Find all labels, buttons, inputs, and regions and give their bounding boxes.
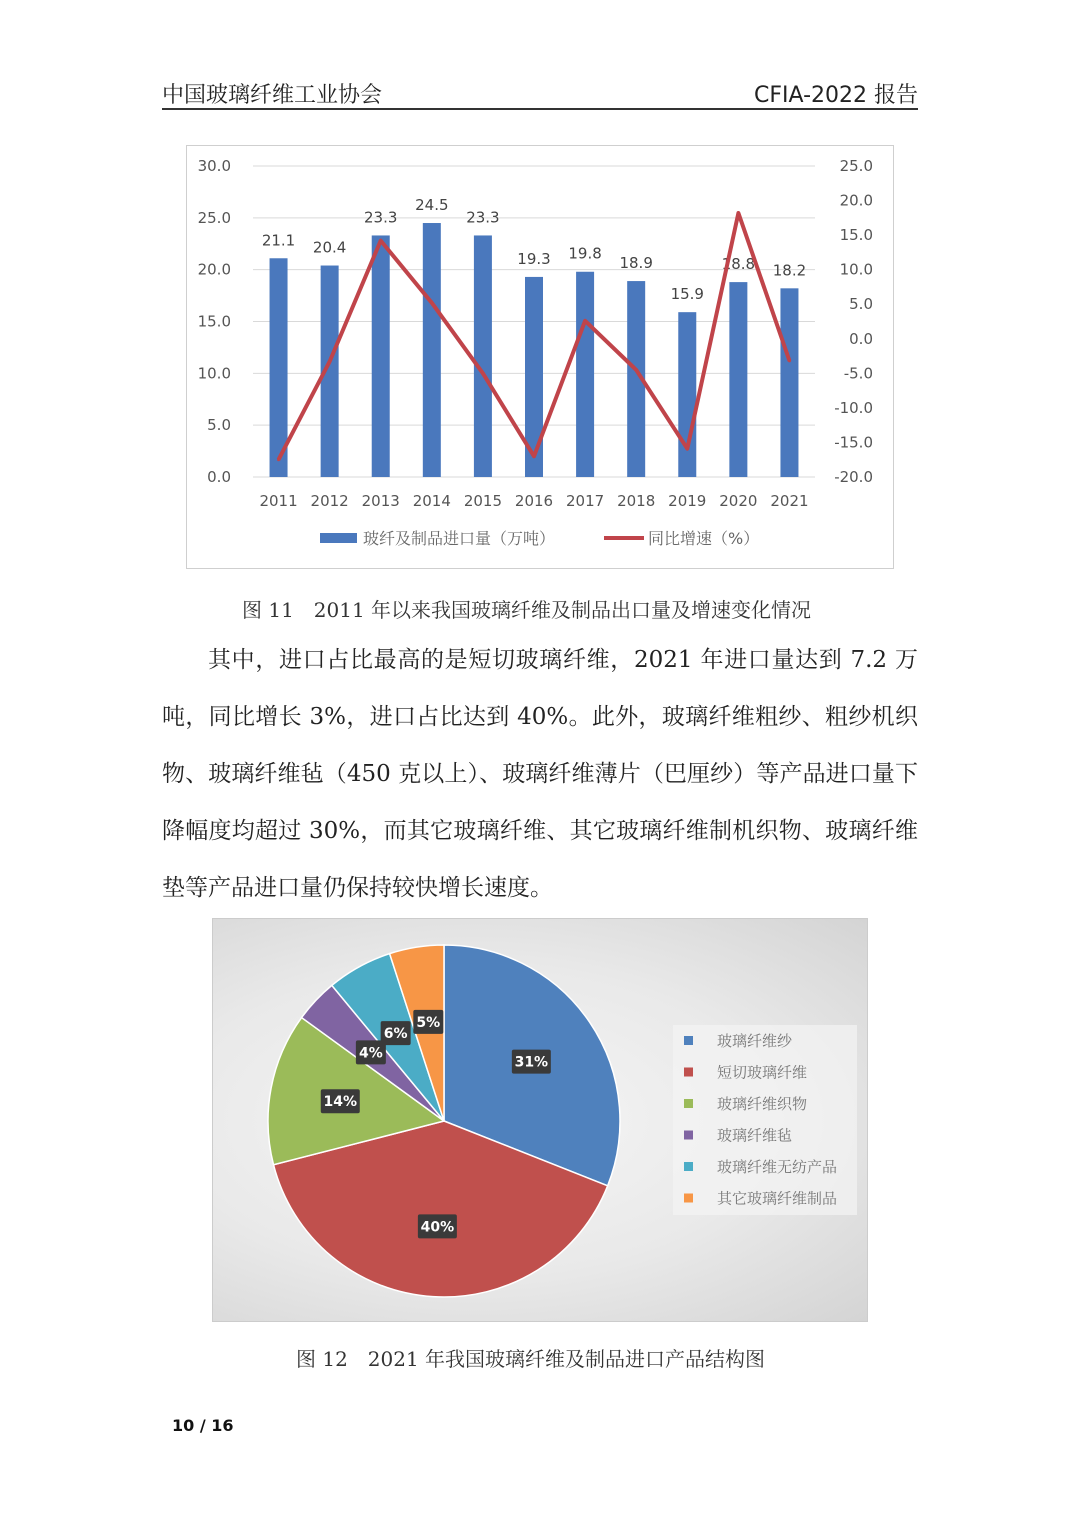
right-axis-tick-label: 15.0	[839, 226, 873, 245]
line-point	[737, 211, 740, 214]
line-point	[328, 360, 331, 363]
x-axis-tick-label: 2011	[259, 492, 298, 510]
line-point	[686, 447, 689, 450]
x-axis-tick-label: 2015	[463, 492, 503, 510]
line-point	[379, 239, 382, 242]
legend-label: 玻璃纤维纱	[717, 1032, 793, 1050]
right-axis-tick-label: -5.0	[843, 364, 873, 383]
line-point	[277, 458, 280, 461]
bar-data-label: 18.2	[772, 261, 807, 280]
line-point	[584, 319, 587, 322]
bar-data-label: 20.4	[312, 238, 347, 257]
figure11-caption: 图 11 2011 年以来我国玻璃纤维及制品出口量及增速变化情况	[242, 598, 812, 622]
x-axis-tick-label: 2021	[770, 492, 809, 510]
legend-swatch	[684, 1131, 693, 1140]
legend-swatch-bar	[320, 533, 357, 543]
legend-label: 玻璃纤维毡	[717, 1126, 793, 1145]
bar	[423, 223, 441, 477]
left-axis-tick-label: 15.0	[197, 312, 231, 331]
x-axis-tick-label: 2019	[668, 492, 707, 510]
x-axis-tick-label: 2017	[565, 492, 605, 510]
legend-label-line: 同比增速（%）	[648, 529, 760, 548]
header-org: 中国玻璃纤维工业协会	[162, 83, 383, 108]
right-axis-tick-label: 10.0	[839, 260, 873, 279]
left-axis-tick-label: 10.0	[197, 364, 231, 383]
legend-swatch	[684, 1194, 693, 1203]
legend-label: 其它玻璃纤维制品	[717, 1189, 838, 1208]
x-axis-tick-label: 2012	[310, 492, 349, 510]
x-axis-tick-label: 2020	[719, 492, 758, 510]
bar-data-label: 23.3	[364, 208, 398, 227]
left-axis-tick-label: 20.0	[197, 260, 231, 279]
legend-label: 玻璃纤维无纺产品	[717, 1158, 838, 1176]
legend-swatch	[684, 1099, 693, 1108]
line-point	[430, 301, 433, 304]
right-axis-tick-label: 5.0	[849, 295, 873, 314]
right-axis-tick-label: 20.0	[839, 191, 873, 210]
legend-label: 玻璃纤维织物	[717, 1095, 808, 1113]
figure12-caption: 图 12 2021 年我国玻璃纤维及制品进口产品结构图	[296, 1347, 766, 1371]
bar	[780, 288, 798, 477]
x-axis-tick-label: 2013	[361, 492, 400, 510]
right-axis-tick-label: -20.0	[834, 468, 873, 486]
bar-data-label: 19.8	[568, 244, 602, 263]
line-point	[635, 368, 638, 371]
line-point	[481, 372, 484, 375]
pie-data-label: 6%	[383, 1026, 408, 1043]
bar-data-label: 24.5	[415, 196, 449, 215]
legend-swatch	[684, 1162, 693, 1171]
pie-data-label: 40%	[420, 1219, 455, 1236]
bar-data-label: 23.3	[466, 208, 500, 227]
bar-data-label: 18.8	[721, 255, 756, 274]
pie-data-label: 31%	[514, 1054, 549, 1071]
left-axis-tick-label: 30.0	[197, 157, 231, 175]
page-number: 10 / 16	[172, 1416, 234, 1435]
figure11-chart	[186, 145, 894, 569]
legend-swatch	[684, 1036, 693, 1045]
line-point	[788, 359, 791, 362]
line-point	[533, 455, 536, 458]
bar	[729, 282, 747, 477]
page-header	[162, 74, 918, 110]
bar	[678, 312, 696, 477]
bar	[576, 272, 594, 477]
bar-data-label: 21.1	[261, 231, 296, 250]
x-axis-tick-label: 2018	[617, 492, 656, 510]
bar	[474, 235, 492, 477]
legend-label-bar: 玻纤及制品进口量（万吨）	[363, 529, 556, 548]
bar-data-label: 15.9	[670, 285, 704, 304]
right-axis-tick-label: 25.0	[839, 157, 873, 175]
bar-data-label: 19.3	[517, 249, 551, 268]
figure12-chart	[212, 918, 868, 1322]
right-axis-tick-label: -15.0	[834, 433, 873, 452]
legend-swatch	[684, 1068, 693, 1077]
left-axis-tick-label: 5.0	[207, 416, 231, 435]
legend-label: 短切玻璃纤维	[717, 1063, 808, 1082]
right-axis-tick-label: -10.0	[834, 398, 873, 417]
bar-data-label: 18.9	[619, 254, 653, 273]
x-axis-tick-label: 2014	[412, 492, 451, 510]
pie-data-label: 4%	[358, 1045, 383, 1062]
left-axis-tick-label: 0.0	[207, 468, 231, 486]
right-axis-tick-label: 0.0	[849, 329, 873, 348]
bar	[372, 235, 390, 477]
pie-data-label: 14%	[323, 1094, 358, 1111]
header-report: CFIA-2022 报告	[754, 83, 918, 108]
paragraph-text: 其中，进口占比最高的是短切玻璃纤维，2021 年进口量达到 7.2 万吨，同比增长 3%，进口占比达到 40%。此外，玻璃纤维粗纱、粗纱机织物、玻璃纤维毡（450 克以上）、玻璃纤维薄片（巴厘纱）等产品进口量下降幅度均超过 30%，而其它玻璃纤维、其它玻璃纤维制机织物、玻璃纤维垫等产品进口量仍保持较快增长速度。	[162, 647, 918, 901]
left-axis-tick-label: 25.0	[197, 208, 231, 227]
body-paragraph	[162, 632, 918, 917]
x-axis-tick-label: 2016	[514, 492, 554, 510]
pie-data-label: 5%	[416, 1014, 441, 1031]
legend-box	[673, 1025, 857, 1215]
